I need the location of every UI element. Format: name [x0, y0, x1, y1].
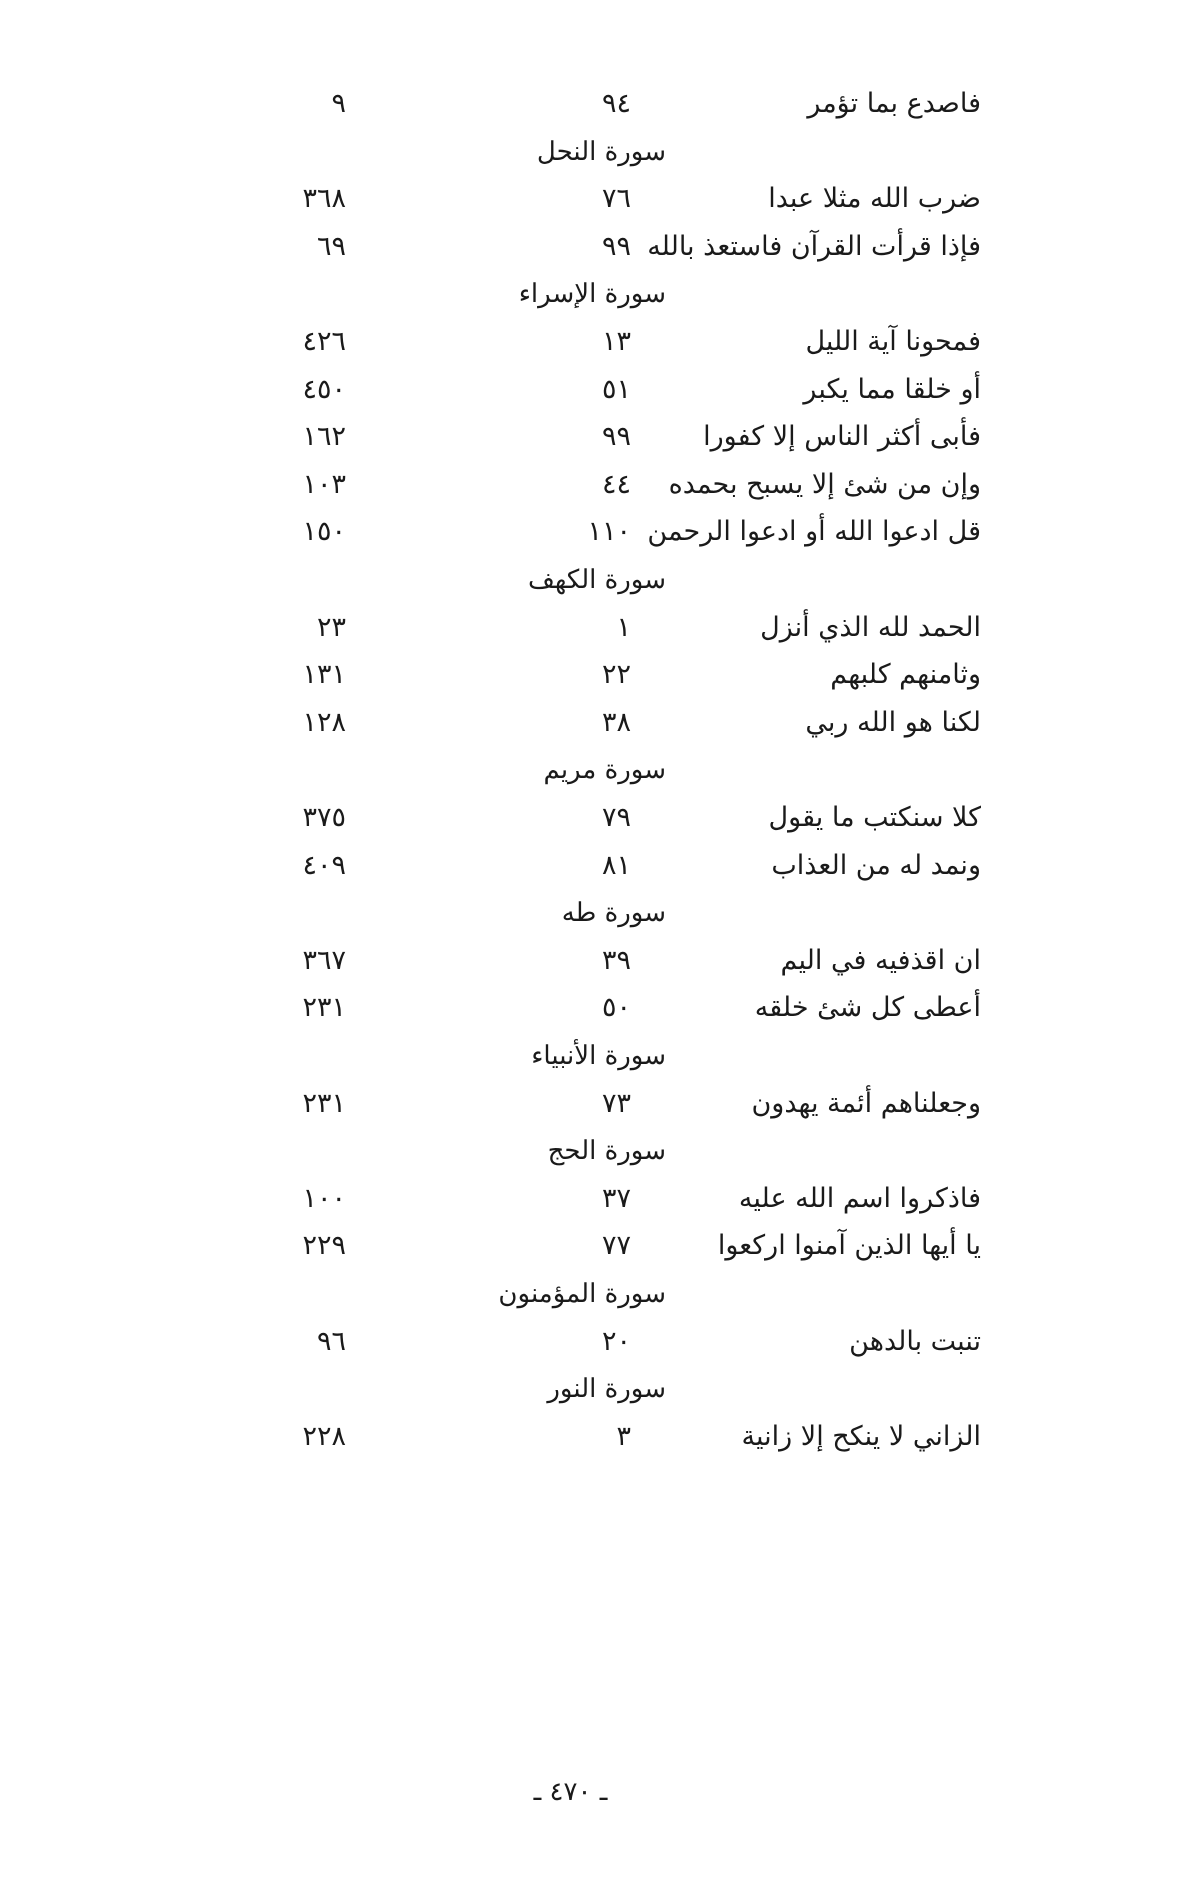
verse-text: أعطى كل شئ خلقه: [754, 992, 981, 1023]
page-reference: ٢٢٨: [302, 1421, 346, 1452]
verse-number: ٣: [616, 1421, 631, 1452]
verse-number: ٥٠: [601, 992, 631, 1023]
surah-title: سورة النحل: [536, 137, 666, 167]
surah-heading: [0, 270, 1181, 318]
surah-title: سورة طه: [561, 898, 666, 928]
verse-number: ٧٧: [601, 1230, 631, 1261]
index-row: [0, 1175, 1181, 1223]
surah-title: سورة الإسراء: [518, 279, 666, 309]
surah-heading: [0, 556, 1181, 604]
page-reference: ٢٣: [316, 612, 346, 643]
index-row: [0, 366, 1181, 414]
page-reference: ٤٠٩: [302, 850, 346, 881]
verse-number: ٣٨: [601, 707, 631, 738]
verse-text: وجعلناهم أئمة يهدون: [751, 1088, 981, 1119]
index-row: [0, 1318, 1181, 1366]
surah-heading: [0, 1270, 1181, 1318]
index-row: [0, 175, 1181, 223]
page-reference: ١٠٣: [302, 469, 346, 500]
verse-number: ٩٤: [601, 88, 631, 119]
verse-text: لكنا هو الله ربي: [805, 707, 981, 738]
surah-heading: [0, 1127, 1181, 1175]
verse-text: وثامنهم كلبهم: [830, 659, 981, 690]
index-row: [0, 842, 1181, 890]
verse-text: فاصدع بما تؤمر: [807, 88, 981, 119]
verse-number: ٧٣: [601, 1088, 631, 1119]
index-row: [0, 508, 1181, 556]
index-row: [0, 1080, 1181, 1128]
index-row: [0, 1222, 1181, 1270]
page-number: [0, 1772, 1181, 1812]
verse-text: ونمد له من العذاب: [771, 850, 981, 881]
verse-text: قل ادعوا الله أو ادعوا الرحمن: [647, 516, 981, 547]
index-row: [0, 937, 1181, 985]
verse-number: ٨١: [601, 850, 631, 881]
verse-number: ٤٤: [601, 469, 631, 500]
verse-number: ٢٠: [601, 1326, 631, 1357]
index-row: [0, 461, 1181, 509]
index-row: [0, 984, 1181, 1032]
verse-text: الحمد لله الذي أنزل: [760, 612, 981, 643]
surah-title: سورة الأنبياء: [531, 1041, 666, 1071]
surah-heading: [0, 746, 1181, 794]
page-reference: ٩٦: [316, 1326, 346, 1357]
verse-text: فمحونا آية الليل: [805, 326, 981, 357]
surah-heading: [0, 1032, 1181, 1080]
verse-number: ٣٧: [601, 1183, 631, 1214]
surah-title: سورة الحج: [547, 1136, 666, 1166]
page-reference: ٢٣١: [302, 992, 346, 1023]
surah-title: سورة النور: [547, 1374, 666, 1404]
index-row: [0, 794, 1181, 842]
verse-text: وإن من شئ إلا يسبح بحمده: [668, 469, 981, 500]
page-reference: ٣٦٧: [302, 945, 346, 976]
page-reference: ٤٢٦: [302, 326, 346, 357]
verse-index-list: [0, 80, 1181, 1760]
page-reference: ١٦٢: [302, 421, 346, 452]
verse-number: ٩٩: [601, 421, 631, 452]
page-reference: ١٥٠: [302, 516, 346, 547]
page-reference: ٢٣١: [302, 1088, 346, 1119]
index-row: [0, 223, 1181, 271]
page-reference: ٢٢٩: [302, 1230, 346, 1261]
verse-number: ٥١: [601, 374, 631, 405]
surah-heading: [0, 889, 1181, 937]
surah-heading: [0, 1365, 1181, 1413]
verse-text: كلا سنكتب ما يقول: [768, 802, 981, 833]
surah-title: سورة مريم: [543, 755, 666, 785]
verse-text: ان اقذفيه في اليم: [780, 945, 981, 976]
page-reference: ١٢٨: [302, 707, 346, 738]
page-number-text: ـ ٤٧٠ ـ: [533, 1777, 608, 1807]
verse-number: ٧٩: [601, 802, 631, 833]
surah-heading: [0, 128, 1181, 176]
page-reference: ٦٩: [316, 231, 346, 262]
index-row: [0, 1413, 1181, 1461]
verse-number: ١٣: [601, 326, 631, 357]
verse-text: ضرب الله مثلا عبدا: [768, 183, 981, 214]
verse-number: ٧٦: [601, 183, 631, 214]
page-reference: ٣٧٥: [302, 802, 346, 833]
page-reference: ٣٦٨: [302, 183, 346, 214]
verse-text: تنبت بالدهن: [849, 1326, 981, 1357]
index-row: [0, 413, 1181, 461]
verse-text: يا أيها الذين آمنوا اركعوا: [717, 1230, 981, 1261]
index-row: [0, 651, 1181, 699]
verse-number: ٩٩: [601, 231, 631, 262]
verse-number: ٢٢: [601, 659, 631, 690]
page-reference: ١٣١: [302, 659, 346, 690]
verse-number: ٣٩: [601, 945, 631, 976]
index-row: [0, 604, 1181, 652]
index-row: [0, 699, 1181, 747]
verse-text: فاذكروا اسم الله عليه: [738, 1183, 981, 1214]
surah-title: سورة الكهف: [527, 565, 666, 595]
verse-text: أو خلقا مما يكبر: [803, 374, 981, 405]
verse-number: ١: [616, 612, 631, 643]
verse-text: الزاني لا ينكح إلا زانية: [741, 1421, 981, 1452]
page-reference: ٩: [331, 88, 346, 119]
page-reference: ١٠٠: [302, 1183, 346, 1214]
index-row: [0, 80, 1181, 128]
surah-title: سورة المؤمنون: [498, 1279, 666, 1309]
verse-text: فإذا قرأت القرآن فاستعذ بالله: [647, 231, 981, 262]
verse-text: فأبى أكثر الناس إلا كفورا: [703, 421, 981, 452]
page-reference: ٤٥٠: [302, 374, 346, 405]
verse-number: ١١٠: [587, 516, 631, 547]
index-row: [0, 318, 1181, 366]
